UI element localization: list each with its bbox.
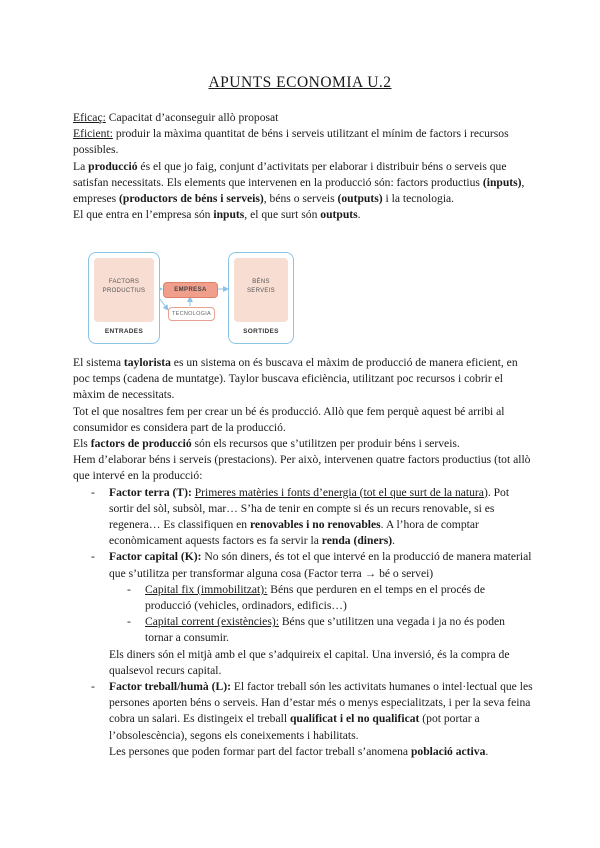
sortides-label: SORTIDES	[243, 328, 279, 335]
diners-paragraph: Els diners són el mitjà amb el que s’adquireix el capital. Una inversió, és la compra de qualsevol recurs capital.	[109, 647, 510, 677]
entrades-label: ENTRADES	[104, 328, 144, 335]
tot-paragraph: Tot el que nosaltres fem per crear un bé és producció. Allò que fem perquè aquest bé arribi al consumidor es considera part de la producció.	[73, 404, 505, 434]
body-block	[73, 355, 533, 760]
term-eficient: Eficient:	[73, 127, 113, 141]
page-title: APUNTS ECONOMIA U.2	[208, 74, 392, 91]
list-item-capital-fix: - Capital fix (immobilitzat): Béns que perduren en el temps en el procés de producció (vehicles, ordinadors, edificis…)	[127, 582, 485, 613]
tecnologia-box: TECNOLOGIA	[168, 307, 215, 321]
definition-eficac: Eficaç: Capacitat d’aconseguir allò proposat	[73, 111, 279, 124]
bens-serveis: BÉNS SERVEIS	[234, 258, 288, 322]
term-eficac: Eficaç:	[73, 111, 106, 124]
capital-sublist	[109, 582, 533, 647]
list-item-terra: - Factor terra (T): Primeres matèries i fonts d’energia (tot el que surt de la natura). Pot sortir del sòl, subsòl, mar… S’ha de tenir en compte si és un recurs renovable, si es regenera… Es classifiquen en renovables i no renovables. A l’hora de comptar econòmicament aquests factors es fa servir la renda (diners).	[91, 485, 510, 548]
empresa-box: EMPRESA	[163, 282, 218, 298]
list-item-capital: - Factor capital (K): No són diners, és tot el que intervé en la producció de manera material que s’utilitza per transformar alguna cosa (Factor terra → bé o servei) - Capital fix (immobilitzat): Béns que perduren en el temps en el procés de producció (vehicles, ordinadors, edificis…) - Capital corrent (existències): Béns que s’utilitzen una vegada i ja no és poden tornar a consumir. Els diners són el mitjà amb el que s’adquireix el capital. Una inversió, és la compra de qualsevol recurs capital.	[73, 549, 533, 679]
factors-productius: FACTORS PRODUCTIUS	[94, 258, 154, 322]
list-item-capital-corrent: - Capital corrent (existències): Béns que s’utilitzen una vegada i ja no és poden tornar a consumir.	[127, 615, 505, 645]
inputs-outputs-paragraph: El que entra en l’empresa són inputs, el que surt són outputs.	[73, 208, 361, 222]
prestacions-paragraph: Hem d’elaborar béns i serveis (prestacions). Per això, intervenen quatre factors productius (tot allò que intervé en la producció:	[73, 453, 531, 483]
production-paragraph: La producció és el que jo faig, conjunt d’activitats per elaborar i distribuir béns o serveis que satisfan necessitats. Els elements que intervenen en la producció són: factors productius (inputs), empreses (productors de béns i serveis), béns o serveis (outputs) i la tecnologia.	[73, 159, 525, 206]
sortides-box	[228, 252, 294, 344]
list-item-treball: - Factor treball/humà (L): El factor treball són les activitats humanes o intel·lectual que les persones aporten béns o serveis. Han d’estar més o menys especialitzats, i per la seva feina cobra un salari. Es distingeix el treball qualificat i el no qualificat (pot portar a l’obsolescència), segons els coneixements i habilitats. Les persones que poden formar part del factor treball s’anomena població activa.	[73, 679, 533, 760]
persones-paragraph: Les persones que poden formar part del factor treball s’anomena població activa.	[109, 744, 489, 758]
factors-list	[73, 485, 533, 760]
entrades-box	[88, 252, 160, 344]
factors-paragraph: Els factors de producció són els recursos que s’utilitzen per produir béns i serveis.	[73, 437, 460, 451]
taylor-paragraph: El sistema taylorista es un sistema on és buscava el màxim de producció de manera eficient, en poc temps (cadena de muntatge). Taylor buscava eficiència, utilitzant poc recursos i cobrir el màxim de necessitats.	[73, 356, 518, 402]
definition-eficient: Eficient: produir la màxima quantitat de béns i serveis utilitzant el mínim de factors i recursos possibles.	[73, 127, 509, 157]
production-diagram	[88, 250, 296, 346]
intro-block	[73, 110, 533, 223]
